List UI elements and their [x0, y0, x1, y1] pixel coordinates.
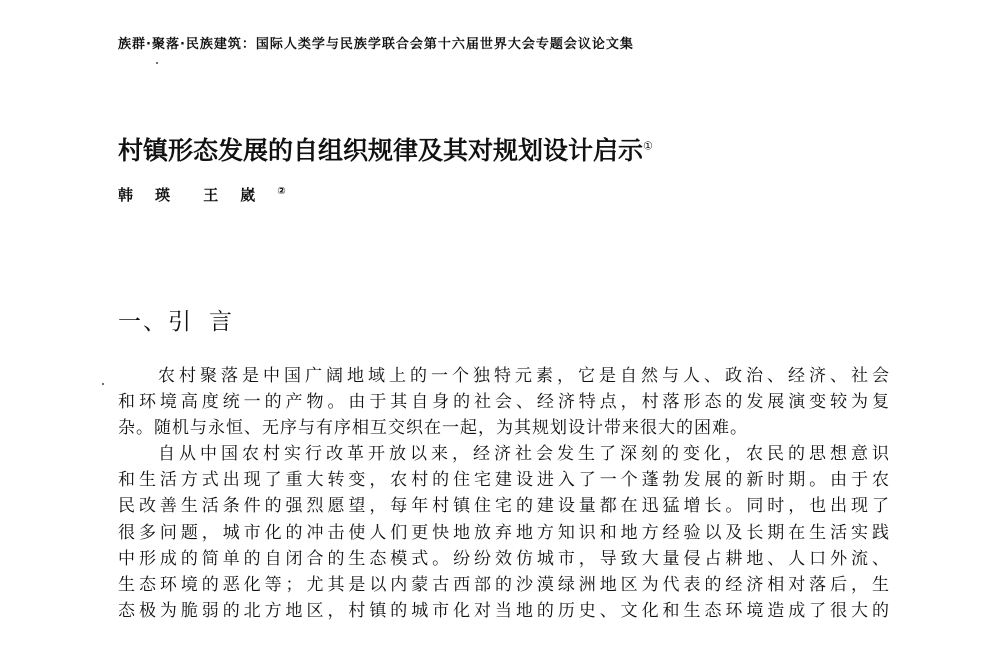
text-line: 自从中国农村实行改革开放以来，经济社会发生了深刻的变化，农民的思想意识	[158, 444, 890, 465]
running-head: 族群·聚落·民族建筑：国际人类学与民族学联合会第十六届世界大会专题会议论文集	[118, 37, 634, 52]
paragraph	[118, 441, 898, 624]
author-footnote-mark: ②	[277, 186, 286, 197]
text-line: 民改善生活条件的强烈愿望，每年村镇住宅的建设量都在迅猛增长。同时，也出现了	[118, 496, 890, 517]
article-title: 村镇形态发展的自组织规律及其对规划设计启示	[118, 136, 644, 165]
text-line: 农村聚落是中国广阔地域上的一个独特元素，它是自然与人、政治、经济、社会	[158, 366, 890, 386]
text-line: 和生活方式出现了重大转变，农村的住宅建设进入了一个蓬勃发展的新时期。由于农	[118, 470, 890, 491]
section-title: 引言	[168, 309, 250, 335]
text-line: 态极为脆弱的北方地区，村镇的城市化对当地的历史、文化和生态环境造成了很大的	[118, 600, 890, 621]
author-line	[118, 184, 286, 205]
section-number: 一、	[118, 309, 168, 335]
scan-speck	[156, 62, 158, 64]
title-footnote-mark: ①	[643, 139, 653, 153]
paragraph	[118, 363, 898, 441]
text-line: 杂。随机与永恒、无序与有序相互交织在一起，为其规划设计带来很大的困难。	[118, 418, 748, 439]
body-text	[118, 363, 898, 624]
text-line: 和环境高度统一的产物。由于其自身的社会、经济特点，村落形态的发展演变较为复	[118, 392, 890, 413]
scan-speck	[102, 383, 104, 385]
article-title-block	[118, 131, 653, 167]
text-line: 很多问题，城市化的冲击使人们更快地放弃地方知识和地方经验以及长期在生活实践	[118, 522, 890, 543]
section-heading	[118, 303, 250, 336]
author-name: 王崴	[203, 186, 278, 204]
author-name: 韩瑛	[118, 186, 193, 204]
text-line: 中形成的简单的自闭合的生态模式。纷纷效仿城市，导致大量侵占耕地、人口外流、	[118, 548, 890, 569]
text-line: 生态环境的恶化等；尤其是以内蒙古西部的沙漠绿洲地区为代表的经济相对落后，生	[118, 574, 890, 595]
